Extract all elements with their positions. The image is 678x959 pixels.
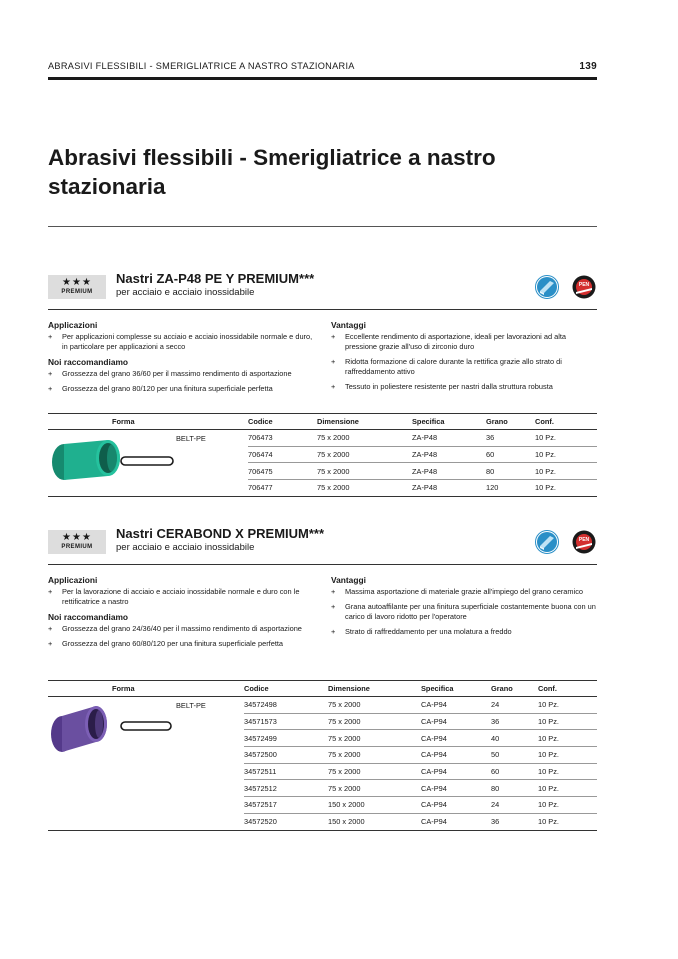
table-cell: 34572511 xyxy=(244,763,328,780)
table-cell: 150 x 2000 xyxy=(328,813,421,830)
table-cell: 60 xyxy=(491,763,538,780)
table-cell: 10 Pz. xyxy=(535,463,597,480)
steel-material-icon xyxy=(535,530,559,554)
steel-material-icon xyxy=(535,275,559,299)
table-cell: 75 x 2000 xyxy=(317,446,412,463)
col-header-grano: Grano xyxy=(486,414,535,430)
list-item: + Grana autoaffilante per una finitura superficiale costantemente buona con un carico di lavoro ridotto per l'operatore xyxy=(331,602,596,622)
list-item: + Tessuto in poliestere resistente per nastri dalla struttura robusta xyxy=(331,382,596,392)
col-header-forma: Forma xyxy=(48,414,176,430)
table-cell: 120 xyxy=(486,480,535,497)
table-cell: 75 x 2000 xyxy=(328,780,421,797)
running-header xyxy=(48,61,597,71)
table-cell: CA-P94 xyxy=(421,813,491,830)
inox-material-icon xyxy=(572,275,596,299)
applications-heading: Applicazioni xyxy=(48,575,98,585)
belt-product-image xyxy=(50,700,110,756)
table-cell: 36 xyxy=(491,813,538,830)
table-cell: 34572498 xyxy=(244,697,328,714)
table-cell: 10 Pz. xyxy=(538,797,597,814)
table-cell: 10 Pz. xyxy=(538,713,597,730)
table-cell: 34572500 xyxy=(244,747,328,764)
table-row xyxy=(48,780,597,797)
table-header-row xyxy=(48,681,597,697)
badge-stars: ★★★ xyxy=(62,277,92,288)
list-item: + Strato di raffreddamento per una molatura a freddo xyxy=(331,627,596,637)
badge-stars: ★★★ xyxy=(62,532,92,543)
table-cell: 34572512 xyxy=(244,780,328,797)
title-rule xyxy=(48,226,597,227)
list-item: + Grossezza del grano 60/80/120 per una finitura superficiale perfetta xyxy=(48,639,313,649)
col-header-forma: Forma xyxy=(48,681,176,697)
product-title: Nastri ZA-P48 PE Y PREMIUM*** xyxy=(116,271,315,286)
table-cell: ZA-P48 xyxy=(412,446,486,463)
badge-label: PREMIUM xyxy=(61,289,93,295)
col-header-specifica: Specifica xyxy=(421,681,491,697)
table-cell: 75 x 2000 xyxy=(328,763,421,780)
belt-shape-icon xyxy=(120,455,174,467)
table-cell: 75 x 2000 xyxy=(317,430,412,447)
table-cell: 706474 xyxy=(248,446,317,463)
inox-material-icon xyxy=(572,530,596,554)
table-cell: 75 x 2000 xyxy=(328,697,421,714)
col-header-specifica: Specifica xyxy=(412,414,486,430)
product-table xyxy=(48,680,597,831)
table-cell: 75 x 2000 xyxy=(328,747,421,764)
product-subtitle: per acciaio e acciaio inossidabile xyxy=(116,542,255,553)
table-cell: 34572517 xyxy=(244,797,328,814)
col-header-codice: Codice xyxy=(244,681,328,697)
icon-text: PEN xyxy=(578,282,590,288)
belt-shape-icon xyxy=(120,720,172,732)
table-row xyxy=(48,730,597,747)
icon-text: PEN xyxy=(578,537,590,543)
table-cell: 10 Pz. xyxy=(538,780,597,797)
table-cell: CA-P94 xyxy=(421,747,491,764)
table-cell: ZA-P48 xyxy=(412,463,486,480)
page-title: Abrasivi flessibili - Smerigliatrice a nastro stazionaria xyxy=(48,145,496,199)
table-cell: CA-P94 xyxy=(421,797,491,814)
section-rule xyxy=(48,309,597,310)
recommend-heading: Noi raccomandiamo xyxy=(48,612,129,622)
premium-badge xyxy=(48,530,106,554)
belt-product-image xyxy=(50,436,122,482)
table-row xyxy=(48,430,597,447)
table-row xyxy=(48,747,597,764)
col-header-conf: Conf. xyxy=(538,681,597,697)
table-cell: 36 xyxy=(491,713,538,730)
table-cell: 36 xyxy=(486,430,535,447)
table-cell: 10 Pz. xyxy=(538,730,597,747)
table-cell: 10 Pz. xyxy=(535,430,597,447)
right-column xyxy=(331,320,596,397)
list-item: + Massima asportazione di materiale grazie all'impiego del grano ceramico xyxy=(331,587,596,597)
table-cell: 34571573 xyxy=(244,713,328,730)
table-cell: 10 Pz. xyxy=(538,697,597,714)
col-header-dimensione: Dimensione xyxy=(328,681,421,697)
table-cell: 60 xyxy=(486,446,535,463)
right-column xyxy=(331,575,596,642)
table-cell: 80 xyxy=(491,780,538,797)
table-cell: 75 x 2000 xyxy=(328,713,421,730)
table-cell: 10 Pz. xyxy=(535,446,597,463)
running-title: ABRASIVI FLESSIBILI - SMERIGLIATRICE A NASTRO STAZIONARIA xyxy=(48,61,355,71)
list-item: + Grossezza del grano 24/36/40 per il massimo rendimento di asportazione xyxy=(48,624,313,634)
advantages-heading: Vantaggi xyxy=(331,575,366,585)
table-cell: 10 Pz. xyxy=(535,480,597,497)
applications-heading: Applicazioni xyxy=(48,320,98,330)
table-cell: 24 xyxy=(491,697,538,714)
product-subtitle: per acciaio e acciaio inossidabile xyxy=(116,287,255,298)
table-row xyxy=(48,813,597,830)
header-rule xyxy=(48,77,597,80)
col-header-dimensione: Dimensione xyxy=(317,414,412,430)
badge-label: PREMIUM xyxy=(61,544,93,550)
col-header-codice: Codice xyxy=(248,414,317,430)
table-cell: 40 xyxy=(491,730,538,747)
list-item: + Grossezza del grano 36/60 per il massimo rendimento di asportazione xyxy=(48,369,313,379)
table-cell: 150 x 2000 xyxy=(328,797,421,814)
table-cell: 706475 xyxy=(248,463,317,480)
section-rule xyxy=(48,564,597,565)
table-cell: 10 Pz. xyxy=(538,763,597,780)
table-cell: 34572499 xyxy=(244,730,328,747)
left-column xyxy=(48,320,313,399)
table-row xyxy=(48,697,597,714)
advantages-heading: Vantaggi xyxy=(331,320,366,330)
table-row xyxy=(48,797,597,814)
list-item: + Eccellente rendimento di asportazione, ideali per lavorazioni ad alta pressione grazie all'uso di zirconio duro xyxy=(331,332,596,352)
table-cell: CA-P94 xyxy=(421,763,491,780)
table-cell: 75 x 2000 xyxy=(328,730,421,747)
table-cell: 80 xyxy=(486,463,535,480)
table-cell: CA-P94 xyxy=(421,713,491,730)
table-cell: 10 Pz. xyxy=(538,813,597,830)
page-number: 139 xyxy=(579,61,597,72)
product-title: Nastri CERABOND X PREMIUM*** xyxy=(116,526,325,541)
table-cell: 706473 xyxy=(248,430,317,447)
table-cell: CA-P94 xyxy=(421,730,491,747)
table-cell: CA-P94 xyxy=(421,780,491,797)
table-cell: 75 x 2000 xyxy=(317,480,412,497)
table-row xyxy=(48,763,597,780)
table-cell: 75 x 2000 xyxy=(317,463,412,480)
list-item: + Grossezza del grano 80/120 per una finitura superficiale perfetta xyxy=(48,384,313,394)
shape-cell: BELT-PE xyxy=(176,700,206,710)
table-cell: ZA-P48 xyxy=(412,480,486,497)
shape-cell: BELT-PE xyxy=(176,433,206,443)
left-column xyxy=(48,575,313,654)
col-header-conf: Conf. xyxy=(535,414,597,430)
list-item: + Per la lavorazione di acciaio e acciaio inossidabile normale e duro con le rettificatrice a nastro xyxy=(48,587,313,607)
table-cell: 34572520 xyxy=(244,813,328,830)
col-header-grano: Grano xyxy=(491,681,538,697)
table-cell: 706477 xyxy=(248,480,317,497)
list-item: + Ridotta formazione di calore durante la rettifica grazie allo strato di raffreddamento attivo xyxy=(331,357,596,377)
recommend-heading: Noi raccomandiamo xyxy=(48,357,129,367)
table-cell: 10 Pz. xyxy=(538,747,597,764)
table-header-row xyxy=(48,414,597,430)
list-item: + Per applicazioni complesse su acciaio e acciaio inossidabile normale e duro, in particolare per applicazioni a secco xyxy=(48,332,313,352)
table-cell: ZA-P48 xyxy=(412,430,486,447)
table-cell: CA-P94 xyxy=(421,697,491,714)
table-cell: 50 xyxy=(491,747,538,764)
premium-badge xyxy=(48,275,106,299)
table-row xyxy=(48,480,597,497)
table-cell: 24 xyxy=(491,797,538,814)
